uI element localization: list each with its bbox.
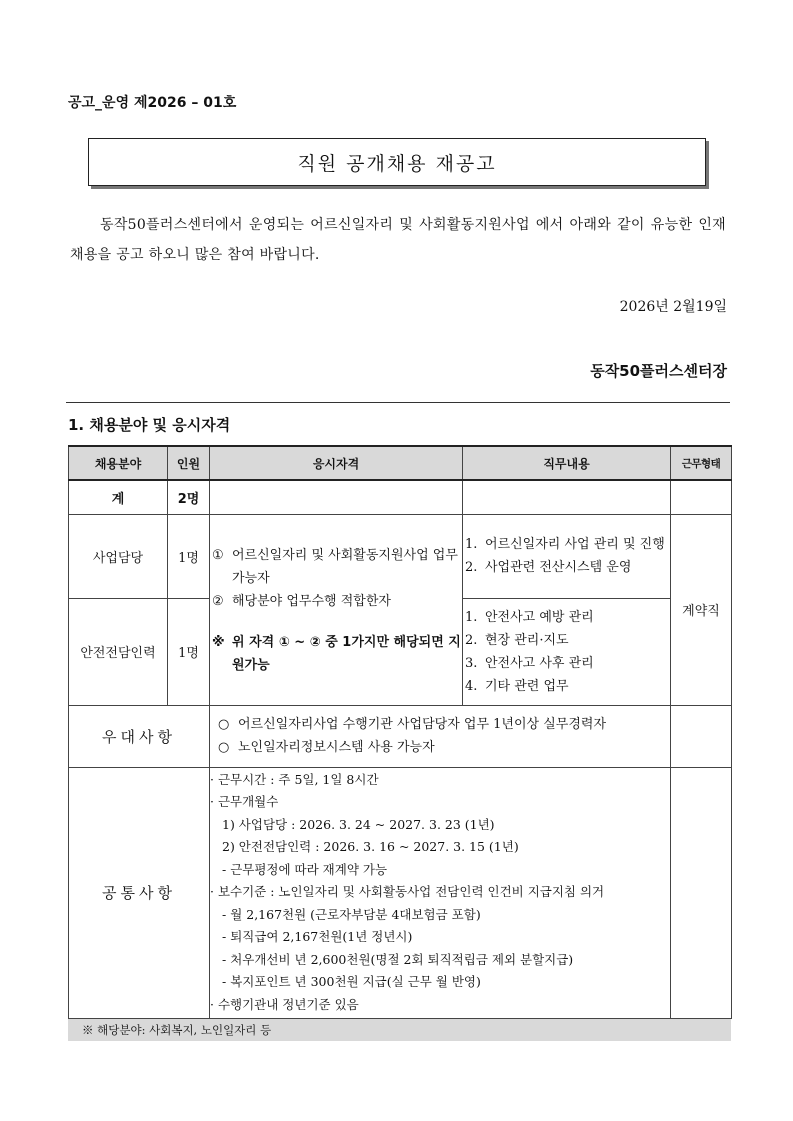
- employment-type: 계약직: [671, 514, 732, 705]
- announcement-date: 2026년 2월19일: [619, 299, 727, 315]
- header-duties: 직무내용: [463, 446, 671, 480]
- duties-business: [463, 514, 671, 598]
- common-line: · 수행기관내 정년기준 있음: [210, 996, 359, 1012]
- preference-cell: [210, 705, 671, 767]
- common-line: - 처우개선비 년 2,600천원(명절 2회 퇴직적립금 제외 분할지급): [222, 951, 574, 967]
- duties-safety: [463, 598, 671, 705]
- notice-number: 공고_운영 제2026 – 01호: [68, 95, 237, 111]
- duty-item: 1. 안전사고 예방 관리: [465, 609, 594, 625]
- document-title-box: [88, 138, 706, 186]
- count-business: 1명: [168, 514, 210, 598]
- common-line: - 복지포인트 년 300천원 지급(실 근무 월 반영): [222, 974, 481, 990]
- document-title: 직원 공개채용 재공고: [297, 152, 497, 175]
- common-line: - 퇴직급여 2,167천원(1년 정년시): [222, 929, 413, 945]
- common-line: - 월 2,167천원 (근로자부담분 4대보험금 포함): [222, 906, 481, 922]
- common-line: · 근무시간 : 주 5일, 1일 8시간: [210, 771, 379, 787]
- qualification-item: ② 해당분야 업무수행 적합한자: [212, 594, 391, 609]
- preference-type-cell: [671, 705, 732, 767]
- header-qualification: 응시자격: [210, 446, 463, 480]
- preference-label: 우대사항: [69, 705, 210, 767]
- qualification-note: ※ 위 자격 ① ~ ② 중 1가지만 해당되면 지원가능: [212, 635, 461, 673]
- duty-item: 2. 현장 관리·지도: [465, 632, 569, 648]
- field-safety: 안전전담인력: [69, 598, 168, 705]
- common-cell: [210, 767, 671, 1018]
- common-line: · 보수기준 : 노인일자리 및 사회활동사업 전담인력 인건비 지급지침 의거: [210, 884, 605, 900]
- header-field: 채용분야: [69, 446, 168, 480]
- duty-item: 3. 안전사고 사후 관리: [465, 655, 594, 671]
- section-title: 1. 채용분야 및 응시자격: [68, 416, 231, 434]
- count-safety: 1명: [168, 598, 210, 705]
- total-label: 계: [69, 480, 168, 514]
- qualification-item: ① 어르신일자리 및 사회활동지원사업 업무가능자: [212, 548, 458, 586]
- common-label: 공통사항: [69, 767, 210, 1018]
- total-duties-cell: [463, 480, 671, 514]
- header-count: 인원: [168, 446, 210, 480]
- common-line: 2) 안전전담인력 : 2026. 3. 16 ~ 2027. 3. 15 (1년): [222, 839, 519, 855]
- total-count: 2명: [168, 480, 210, 514]
- divider: [66, 402, 730, 403]
- total-qualification-cell: [210, 480, 463, 514]
- issuer-name: 동작50플러스센터장: [590, 362, 727, 380]
- common-line: - 근무평정에 따라 재계약 가능: [222, 861, 388, 877]
- intro-paragraph: 동작50플러스센터에서 운영되는 어르신일자리 및 사회활동지원사업 에서 아래와 같이 유능한 인재 채용을 공고 하오니 많은 참여 바랍니다.: [70, 217, 726, 263]
- common-line: · 근무개월수: [210, 794, 279, 810]
- preference-item: ○ 노인일자리정보시스템 사용 가능자: [218, 740, 435, 755]
- duty-item: 4. 기타 관련 업무: [465, 678, 569, 694]
- duty-item: 1. 어르신일자리 사업 관리 및 진행: [465, 537, 665, 552]
- total-type-cell: [671, 480, 732, 514]
- recruitment-table: [68, 445, 732, 1019]
- field-business: 사업담당: [69, 514, 168, 598]
- common-type-cell: [671, 767, 732, 1018]
- qualification-cell: [210, 514, 463, 705]
- header-employment-type: 근무형태: [671, 446, 732, 480]
- duty-item: 2. 사업관련 전산시스템 운영: [465, 560, 632, 575]
- common-line: 1) 사업담당 : 2026. 3. 24 ~ 2027. 3. 23 (1년): [222, 816, 495, 832]
- footnote: ※ 해당분야: 사회복지, 노인일자리 등: [68, 1019, 731, 1041]
- preference-item: ○ 어르신일자리사업 수행기관 사업담당자 업무 1년이상 실무경력자: [218, 717, 606, 732]
